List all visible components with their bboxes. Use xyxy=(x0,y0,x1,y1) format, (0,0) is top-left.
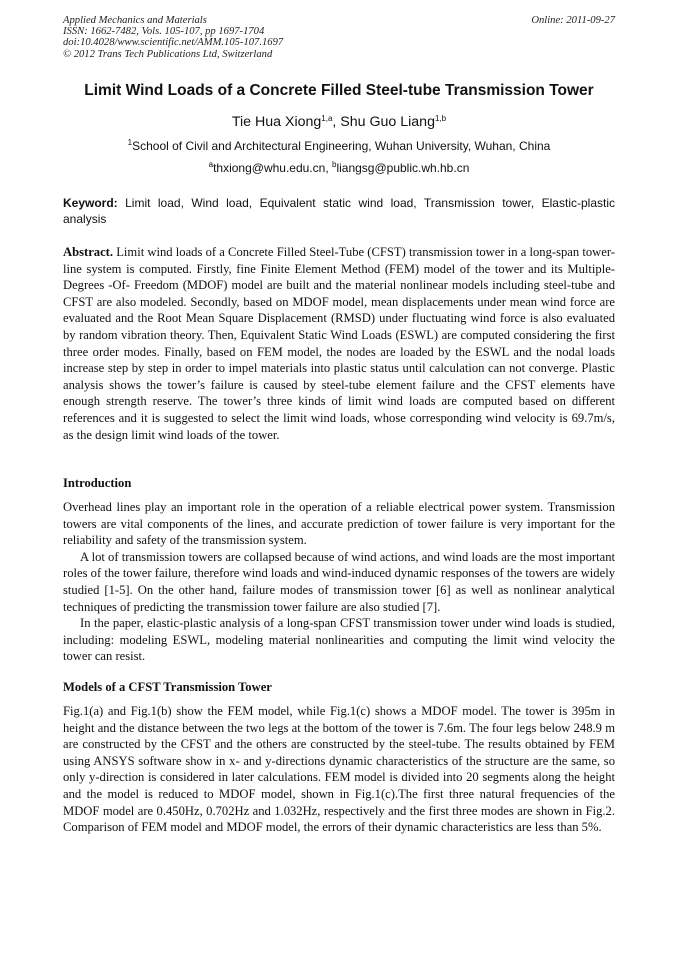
author-1-sup: 1,a xyxy=(321,114,333,123)
keywords-text: Limit load, Wind load, Equivalent static wind load, Transmission tower, Elastic-plastic analysis xyxy=(63,196,615,226)
author-separator: , xyxy=(332,114,341,130)
paper-title: Limit Wind Loads of a Concrete Filled Steel-tube Transmission Tower xyxy=(84,82,594,99)
introduction-body xyxy=(63,499,615,665)
intro-paragraph-3: In the paper, elastic-plastic analysis of a long-span CFST transmission tower under wind loads is studied, including: modeling ESWL, modeling material nonlinearities and computing the limit wind velocity the tower can resist. xyxy=(63,616,615,664)
models-body xyxy=(63,703,615,836)
affiliation-sup: 1 xyxy=(127,138,133,147)
abstract-label: Abstract. xyxy=(63,245,114,259)
copyright-line: © 2012 Trans Tech Publications Ltd, Switzerland xyxy=(63,48,273,60)
email-a[interactable]: thxiong@whu.edu.cn, xyxy=(213,161,332,175)
introduction-heading: Introduction xyxy=(63,476,132,490)
issn-line: ISSN: 1662-7482, Vols. 105-107, pp 1697-1704 xyxy=(63,26,265,38)
author-2-sup: 1,b xyxy=(434,114,447,123)
email-a-sup: a xyxy=(208,160,214,169)
author-1: Tie Hua Xiong xyxy=(231,114,322,130)
models-heading: Models of a CFST Transmission Tower xyxy=(63,680,272,694)
affiliation xyxy=(0,139,678,153)
keywords-label: Keyword: xyxy=(63,196,118,210)
abstract-text: Limit wind loads of a Concrete Filled Steel-Tube (CFST) transmission tower in a long-span tower-line system is computed. Firstly, fine Finite Element Method (FEM) model of the tower and its Multiple-Degrees -Of- Freedom (MDOF) model are built and the material nonlinear models including steel-tube and CFST are also modeled. Secondly, based on MDOF model, mean displacements under mean wind force are evaluated and the Root Mean Square Displacement (RMSD) under fluctuating wind force is also evaluated by random vibration theory. Then, Equivalent Static Wind Loads (ESWL) are computed considering the first three order modes. Finally, based on FEM model, the nodes are loaded by the ESWL and the nodal loads increase step by step in order to impel materials into plastic status until calculation can not converge. Plastic analysis shows the tower’s failure is caused by steel-tube element failure and the CFST elements have enough strength reserve. The tower’s three kinds of limit wind loads are computed based on different references and it is suggested to select the limit wind loads, whose corresponding wind velocity is 69.7m/s, as the design limit wind loads of the tower. xyxy=(63,245,615,442)
online-date: Online: 2011-09-27 xyxy=(531,15,615,26)
emails-line xyxy=(0,161,678,175)
intro-paragraph-2: A lot of transmission towers are collapsed because of wind actions, and wind loads are the most important roles of the tower failure, therefore wind loads and wind-induced dynamic responses of the towers are widely studied [1-5]. On the other hand, failure modes of transmission tower [6] as well as nonlinear analytical techniques of predicting the transmission tower failure are also studied [7]. xyxy=(63,549,615,614)
keywords xyxy=(63,195,615,227)
affiliation-text: School of Civil and Architectural Engineering, Wuhan University, Wuhan, China xyxy=(132,139,551,153)
models-paragraph-1: Fig.1(a) and Fig.1(b) show the FEM model, while Fig.1(c) shows a MDOF model. The tower is 395m in height and the distance between the two legs at the bottom of the tower is 7.6m. The four legs below 248.9 m are constructed by the CFST and the others are constructed by the steel-tube. The results obtained by FEM using ANSYS software show in x- and y-directions dynamic characteristics of the structure are the same, so only y-direction is considered in later calculations. FEM model is divided into 20 segments along the height and the model is reduced to MDOF model, shown in Fig.1(c).The first three natural frequencies of the MDOF model are 0.450Hz, 0.702Hz and 1.032Hz, respectively and the first three modes are shown in Fig.2. Comparison of FEM model and MDOF model, the errors of their dynamic characteristics are less than 5%. xyxy=(63,704,615,835)
email-b-sup: b xyxy=(331,160,337,169)
journal-header xyxy=(63,15,615,60)
doi-line: doi:10.4028/www.scientific.net/AMM.105-107.1697 xyxy=(63,37,284,49)
email-b[interactable]: liangsg@public.wh.hb.cn xyxy=(336,161,470,175)
intro-paragraph-1: Overhead lines play an important role in the operation of a reliable electrical power system. Transmission towers are vital components of the lines, and accurate prediction of tower failure is very important for the reliability and safety of the transmission system. xyxy=(63,500,615,548)
author-2: Shu Guo Liang xyxy=(340,114,435,130)
abstract xyxy=(63,244,615,443)
authors-line xyxy=(0,114,678,130)
journal-name: Applied Mechanics and Materials xyxy=(63,15,207,26)
